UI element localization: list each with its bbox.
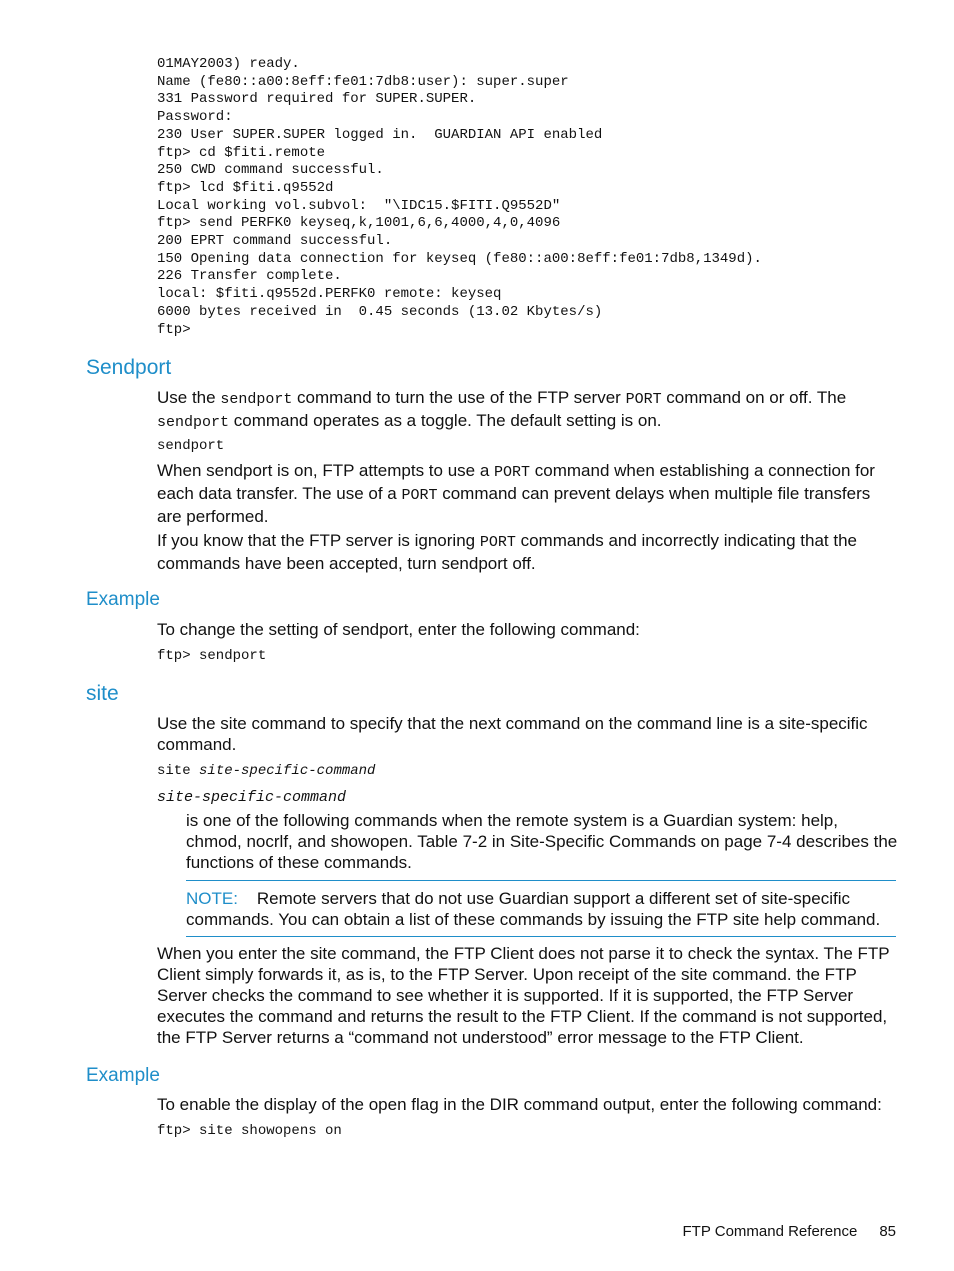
note-label: NOTE: bbox=[186, 889, 238, 908]
site-example-text: To enable the display of the open flag in the DIR command output, enter the following command: bbox=[157, 1095, 882, 1114]
section-heading-site: site bbox=[86, 682, 119, 705]
inline-code: PORT bbox=[401, 487, 438, 504]
code-line: 230 User SUPER.SUPER logged in. GUARDIAN API enabled bbox=[157, 126, 603, 143]
sendport-example-text: To change the setting of sendport, enter the following command: bbox=[157, 620, 640, 639]
sendport-paragraph-on bbox=[157, 460, 897, 527]
site-example-code: ftp> site showopens on bbox=[157, 1123, 342, 1139]
code-line: ftp> cd $fiti.remote bbox=[157, 144, 326, 161]
site-intro-paragraph: Use the site command to specify that the next command on the command line is a site-specific command. bbox=[157, 714, 868, 754]
text: command to turn the use of the FTP server bbox=[292, 388, 626, 407]
definition-term: site-specific-command bbox=[157, 789, 347, 806]
code-line: ftp> lcd $fiti.q9552d bbox=[157, 179, 334, 196]
text: command on or off. The bbox=[661, 388, 847, 407]
code-line: 226 Transfer complete. bbox=[157, 268, 342, 285]
text: command operates as a toggle. The default setting is on. bbox=[229, 411, 662, 430]
page-number: 85 bbox=[879, 1223, 896, 1240]
ftp-session-listing bbox=[157, 56, 762, 339]
site-behavior-paragraph: When you enter the site command, the FTP Client does not parse it to check the syntax. The FTP Client simply forwards it, as is, to the FTP Server. Upon receipt of the site command. the FTP Server checks the command to see whether it is supported. If it is supported, the FTP Server executes the command and returns the result to the FTP Client. If the command is not supported, the FTP Server returns a “command not understood” error message to the FTP Client. bbox=[157, 944, 890, 1047]
text: commands and incorrectly indicating that the commands have been accepted, turn sendport off. bbox=[157, 531, 857, 573]
code-line: 250 CWD command successful. bbox=[157, 162, 384, 179]
text: command can prevent delays when multiple file transfers are performed. bbox=[157, 484, 871, 526]
section-heading-sendport: Sendport bbox=[86, 356, 172, 379]
code-line: Name (fe80::a00:8eff:fe01:7db8:user): super.super bbox=[157, 73, 569, 90]
inline-code: PORT bbox=[494, 464, 531, 481]
code-line: 6000 bytes received in 0.45 seconds (13.02 Kbytes/s) bbox=[157, 303, 603, 320]
code-line: 150 Opening data connection for keyseq (fe80::a00:8eff:fe01:7db8,1349d). bbox=[157, 250, 762, 267]
definition-description: is one of the following commands when the remote system is a Guardian system: help, chmod, nocrlf, and showopen. Table 7-2 in Site-Specific Commands on page 7-4 describes the functions of these commands. bbox=[186, 811, 898, 872]
code-line: 200 EPRT command successful. bbox=[157, 233, 393, 250]
sendport-example-code: ftp> sendport bbox=[157, 648, 267, 664]
inline-code: sendport bbox=[157, 414, 230, 431]
code-line: 01MAY2003) ready. bbox=[157, 56, 300, 72]
text: If you know that the FTP server is ignoring bbox=[157, 531, 480, 550]
syntax-command: site bbox=[157, 763, 200, 779]
code-line: Local working vol.subvol: "\IDC15.$FITI.Q9552D" bbox=[157, 197, 561, 214]
inline-code: sendport bbox=[220, 391, 293, 408]
subsection-heading-example: Example bbox=[86, 1065, 160, 1086]
code-line: Password: bbox=[157, 109, 233, 126]
note-text: Remote servers that do not use Guardian support a different set of site-specific commands. You can obtain a list of these commands by issuing the FTP site help command. bbox=[186, 889, 881, 929]
text: When sendport is on, FTP attempts to use a bbox=[157, 461, 495, 480]
code-line: local: $fiti.q9552d.PERFK0 remote: keyseq bbox=[157, 286, 502, 303]
code-line: ftp> bbox=[157, 321, 191, 338]
text: command when establishing a connection for each data transfer. The use of a bbox=[157, 461, 875, 503]
syntax-argument: site-specific-command bbox=[199, 763, 376, 779]
page-footer bbox=[683, 1223, 896, 1240]
inline-code: PORT bbox=[479, 534, 516, 551]
inline-code: PORT bbox=[625, 391, 662, 408]
code-line: ftp> send PERFK0 keyseq,k,1001,6,6,4000,4,0,4096 bbox=[157, 215, 561, 232]
note-box bbox=[186, 880, 896, 937]
note-paragraph bbox=[186, 888, 896, 930]
code-line: 331 Password required for SUPER.SUPER. bbox=[157, 91, 477, 108]
site-syntax bbox=[157, 763, 375, 780]
footer-title: FTP Command Reference bbox=[682, 1223, 858, 1240]
sendport-syntax: sendport bbox=[157, 438, 225, 454]
text: Use the bbox=[157, 388, 221, 407]
subsection-heading-example: Example bbox=[86, 589, 160, 610]
sendport-paragraph-off bbox=[157, 530, 897, 574]
sendport-intro-paragraph bbox=[157, 387, 897, 433]
